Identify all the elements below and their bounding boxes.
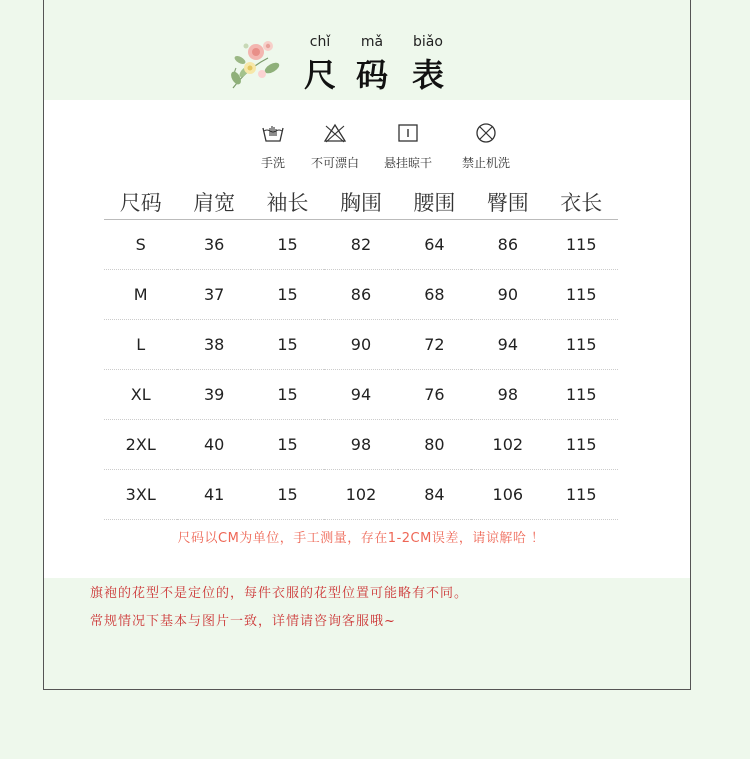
column-header: 臀围	[471, 185, 544, 220]
table-cell: 115	[545, 320, 618, 370]
table-cell: 2XL	[104, 420, 177, 470]
table-row	[104, 370, 618, 420]
title-char-2: 码	[355, 56, 388, 94]
table-cell: 82	[324, 220, 397, 270]
table-cell: 68	[398, 270, 471, 320]
table-cell: 76	[398, 370, 471, 420]
footer-note-line-2: 常规情况下基本与图片一致，详情请咨询客服哦~	[90, 614, 396, 629]
flower-decoration-icon	[228, 38, 286, 92]
table-cell: 115	[545, 270, 618, 320]
table-cell: 106	[471, 470, 544, 520]
care-label: 手洗	[260, 156, 285, 170]
table-cell: 98	[471, 370, 544, 420]
table-cell: 15	[251, 470, 324, 520]
table-cell: XL	[104, 370, 177, 420]
table-cell: 84	[398, 470, 471, 520]
table-cell: 15	[251, 420, 324, 470]
hang-dry-icon	[396, 122, 420, 144]
no-machine-wash-icon	[474, 122, 498, 144]
care-label: 悬挂晾干	[383, 156, 432, 170]
table-cell: 86	[471, 220, 544, 270]
title-char-3: 表	[411, 56, 444, 94]
care-hang-dry	[373, 122, 443, 171]
hand-wash-icon	[261, 122, 285, 144]
care-hand-wash	[238, 122, 308, 171]
care-label: 禁止机洗	[461, 156, 510, 170]
table-cell: S	[104, 220, 177, 270]
table-cell: 64	[398, 220, 471, 270]
table-row	[104, 320, 618, 370]
table-cell: 15	[251, 270, 324, 320]
size-chart-title	[298, 34, 458, 94]
table-row	[104, 470, 618, 520]
table-cell: 115	[545, 470, 618, 520]
column-header: 肩宽	[177, 185, 250, 220]
table-header-row	[104, 185, 618, 220]
table-cell: 15	[251, 220, 324, 270]
table-cell: 90	[324, 320, 397, 370]
table-cell: L	[104, 320, 177, 370]
table-row	[104, 270, 618, 320]
table-cell: 15	[251, 370, 324, 420]
footer-note-line-1: 旗袍的花型不是定位的，每件衣服的花型位置可能略有不同。	[90, 586, 469, 601]
table-cell: 38	[177, 320, 250, 370]
table-cell: 102	[471, 420, 544, 470]
table-cell: 39	[177, 370, 250, 420]
title-pinyin-3: biǎo	[413, 34, 443, 50]
table-cell: 94	[471, 320, 544, 370]
table-cell: 90	[471, 270, 544, 320]
column-header: 衣长	[545, 185, 618, 220]
care-no-machine-wash	[451, 122, 521, 171]
size-table	[104, 185, 618, 520]
table-cell: 115	[545, 420, 618, 470]
table-cell: 94	[324, 370, 397, 420]
table-cell: M	[104, 270, 177, 320]
care-no-bleach	[300, 122, 370, 171]
table-cell: 86	[324, 270, 397, 320]
table-cell: 115	[545, 370, 618, 420]
table-row	[104, 420, 618, 470]
table-cell: 36	[177, 220, 250, 270]
column-header: 腰围	[398, 185, 471, 220]
table-cell: 115	[545, 220, 618, 270]
no-bleach-icon	[323, 122, 347, 144]
title-char-1: 尺	[303, 56, 336, 94]
title-pinyin-2: mǎ	[360, 34, 384, 50]
column-header: 尺码	[104, 185, 177, 220]
care-label: 不可漂白	[310, 156, 359, 170]
table-cell: 3XL	[104, 470, 177, 520]
table-row	[104, 220, 618, 270]
column-header: 袖长	[251, 185, 324, 220]
title-pinyin-1: chǐ	[309, 34, 331, 50]
table-cell: 41	[177, 470, 250, 520]
measurement-note: 尺码以CM为单位，手工测量，存在1-2CM误差，请谅解哈 ！	[177, 531, 545, 546]
table-cell: 15	[251, 320, 324, 370]
table-cell: 40	[177, 420, 250, 470]
table-cell: 102	[324, 470, 397, 520]
table-cell: 98	[324, 420, 397, 470]
table-cell: 37	[177, 270, 250, 320]
table-cell: 72	[398, 320, 471, 370]
column-header: 胸围	[324, 185, 397, 220]
table-cell: 80	[398, 420, 471, 470]
